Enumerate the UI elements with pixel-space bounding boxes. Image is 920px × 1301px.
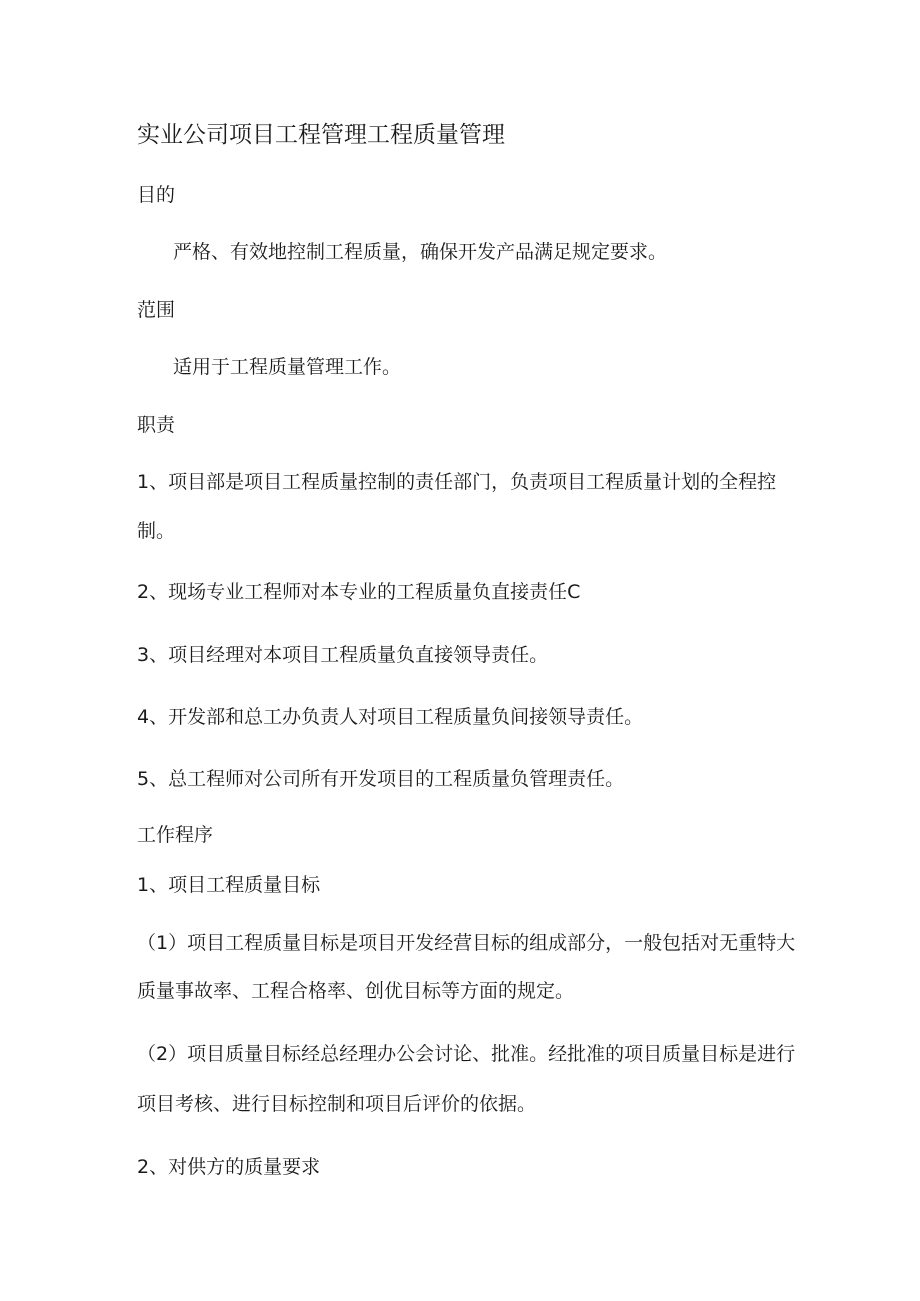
procedure-heading: 工作程序	[137, 824, 214, 846]
document-title: 实业公司项目工程管理工程质量管理	[137, 122, 505, 148]
procedure-sub1-para2-line1: （2）项目质量目标经总经理办公会讨论、批准。经批准的项目质量目标是进行	[137, 1043, 796, 1065]
purpose-heading: 目的	[137, 184, 176, 206]
scope-heading: 范围	[137, 299, 176, 321]
procedure-sub1-heading: 1、项目工程质量目标	[137, 874, 321, 896]
duty-item-5: 5、总工程师对公司所有开发项目的工程质量负管理责任。	[137, 768, 625, 790]
procedure-sub1-para1-line1: （1）项目工程质量目标是项目开发经营目标的组成部分，一般包括对无重特大	[137, 932, 796, 954]
duty-item-1-line-1: 1、项目部是项目工程质量控制的责任部门，负责项目工程质量计划的全程控	[137, 471, 777, 493]
duty-item-2: 2、现场专业工程师对本专业的工程质量负直接责任C	[137, 581, 581, 603]
duty-item-4: 4、开发部和总工办负责人对项目工程质量负间接领导责任。	[137, 706, 644, 728]
procedure-sub1-para2-line2: 项目考核、进行目标控制和项目后评价的依据。	[137, 1093, 537, 1115]
purpose-body: 严格、有效地控制工程质量，确保开发产品满足规定要求。	[173, 241, 668, 263]
duty-item-3: 3、项目经理对本项目工程质量负直接领导责任。	[137, 644, 549, 666]
duties-heading: 职责	[137, 414, 176, 436]
duty-item-1-line-2: 制。	[137, 520, 176, 542]
procedure-sub1-para1-line2: 质量事故率、工程合格率、创优目标等方面的规定。	[137, 980, 575, 1002]
procedure-sub2-heading: 2、对供方的质量要求	[137, 1156, 321, 1178]
scope-body: 适用于工程质量管理工作。	[173, 356, 402, 378]
